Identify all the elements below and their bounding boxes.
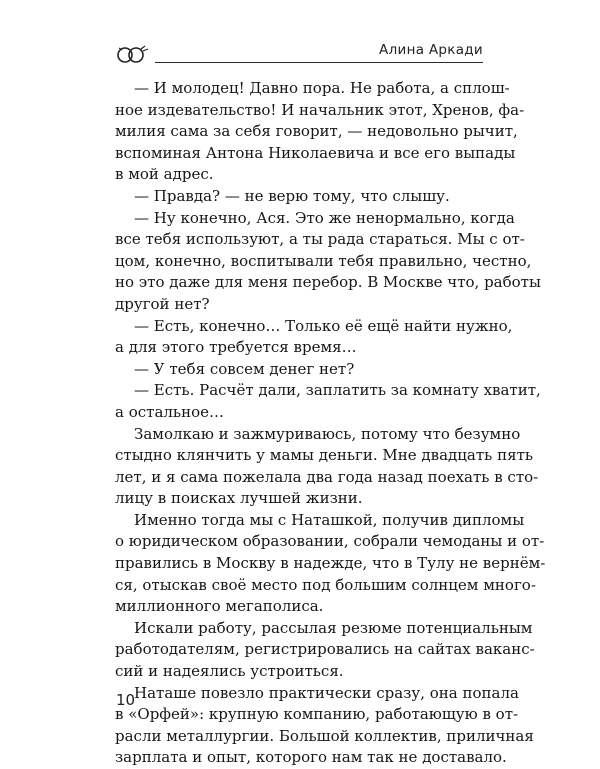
text-line: — У тебя совсем денег нет? [134, 359, 355, 378]
text-line: но это даже для меня перебор. В Москве что, работы [115, 273, 541, 292]
text-line: Именно тогда мы с Наташкой, получив дипломы [134, 510, 525, 529]
text-line: все тебя используют, а ты рада стараться. Мы с от- [115, 230, 525, 249]
text-line: другой нет? [115, 294, 210, 313]
text-line: лицу в поисках лучшей жизни. [115, 489, 363, 508]
text-line: а остальное… [115, 402, 224, 421]
text-line: зарплата и опыт, которого нам так не доставало. [115, 748, 507, 767]
text-line: работодателям, регистрировались на сайтах ваканс- [115, 640, 535, 659]
text-line: — Есть. Расчёт дали, заплатить за комнату хватит, [134, 381, 541, 400]
page-number: 10 [116, 691, 136, 709]
text-line: правились в Москву в надежде, что в Тулу не вернём- [115, 554, 546, 573]
running-header [115, 42, 483, 66]
text-line: лет, и я сама пожелала два года назад поехать в сто- [115, 467, 539, 486]
text-line: вспоминая Антона Николаевича и все его выпады [115, 143, 516, 162]
text-line: Замолкаю и зажмуриваюсь, потому что безумно [134, 424, 521, 443]
text-line: сий и надеялись устроиться. [115, 662, 344, 681]
text-line: в мой адрес. [115, 165, 214, 184]
text-line: — Ну конечно, Ася. Это же ненормально, когда [134, 208, 515, 227]
book-text [115, 78, 546, 769]
text-line: расли металлургии. Большой коллектив, приличная [115, 726, 534, 745]
text-line: стыдно клянчить у мамы деньги. Мне двадцать пять [115, 446, 534, 465]
text-line: — И молодец! Давно пора. Не работа, а сплош- [134, 79, 510, 97]
text-line: о юридическом образовании, собрали чемоданы и от- [115, 532, 545, 551]
text-line: — Есть, конечно… Только её ещё найти нужно, [134, 316, 513, 335]
text-line: миллионного мегаполиса. [115, 597, 324, 616]
text-line: ся, отыскав своё место под большим солнцем много- [115, 575, 536, 594]
text-line: Искали работу, рассылая резюме потенциальным [134, 618, 533, 637]
text-line: ное издевательство! И начальник этот, Хренов, фа- [115, 100, 525, 119]
rings-logo-icon [115, 44, 149, 64]
text-line: — Правда? — не верю тому, что слышу. [134, 186, 450, 205]
header-rule [155, 62, 483, 63]
text-line: Наташе повезло практически сразу, она попала [134, 683, 519, 702]
text-line: а для этого требуется время… [115, 338, 357, 357]
text-line: в «Орфей»: крупную компанию, работающую в от- [115, 705, 519, 724]
author-name: Алина Аркади [379, 42, 483, 58]
text-line: цом, конечно, воспитывали тебя правильно, честно, [115, 251, 532, 270]
text-line: милия сама за себя говорит, — недовольно рычит, [115, 122, 518, 141]
